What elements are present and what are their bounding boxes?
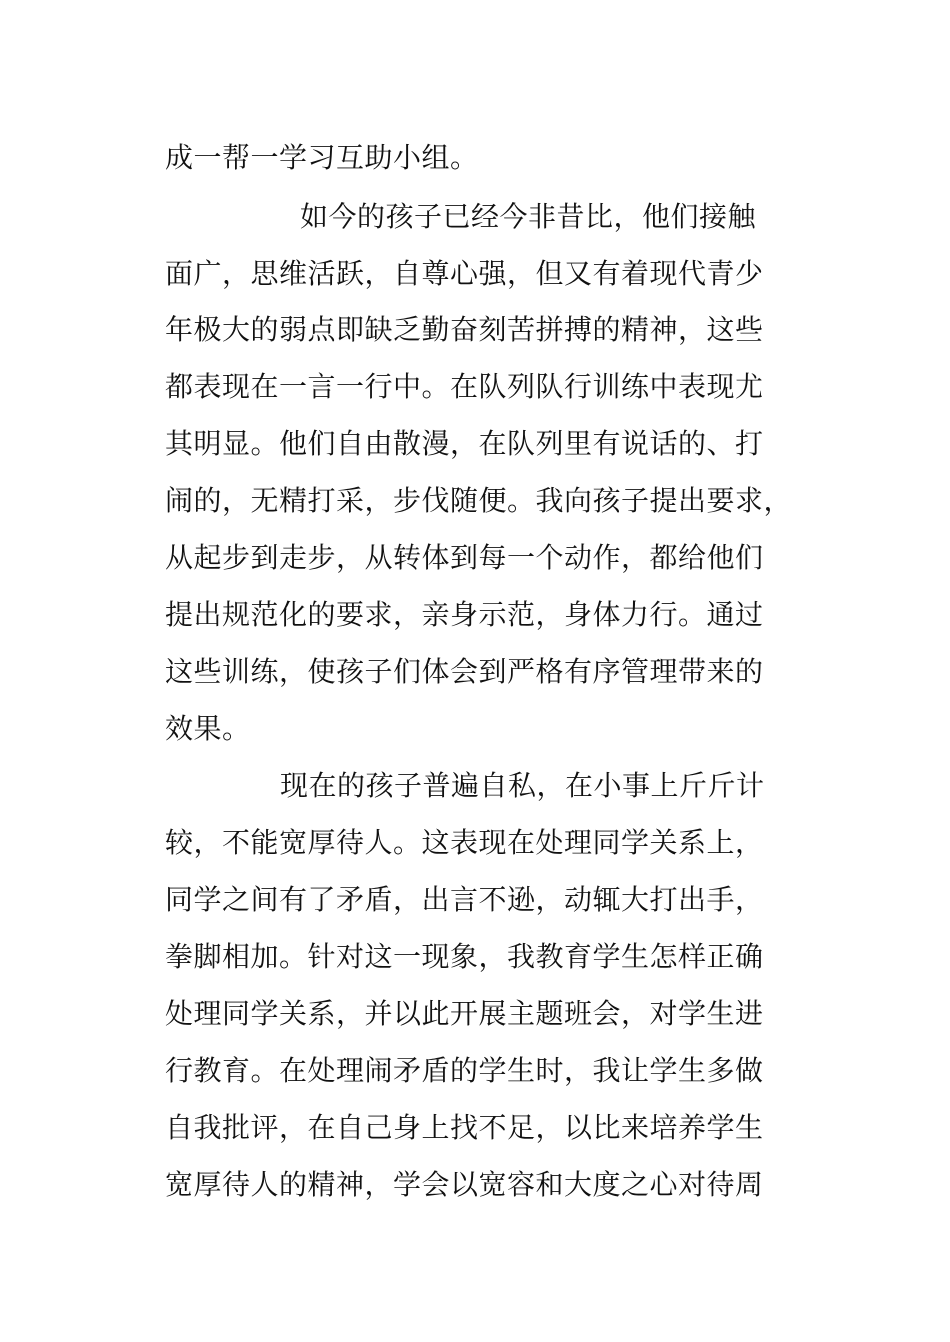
text-line: 拳脚相加。针对这一现象，我教育学生怎样正确 xyxy=(165,940,764,973)
text-line: 自我批评，在自己身上找不足，以比来培养学生 xyxy=(165,1111,764,1144)
text-line: 效果。 xyxy=(165,712,251,745)
text-line: 闹的，无精打采，步伐随便。我向孩子提出要求， xyxy=(165,484,793,517)
text-line: 这些训练，使孩子们体会到严格有序管理带来的 xyxy=(165,655,764,688)
text-line: 都表现在一言一行中。在队列队行训练中表现尤 xyxy=(165,370,764,403)
text-line: 其明显。他们自由散漫，在队列里有说话的、打 xyxy=(165,427,764,460)
text-line: 同学之间有了矛盾，出言不逊，动辄大打出手， xyxy=(165,883,764,916)
text-line: 年极大的弱点即缺乏勤奋刻苦拼搏的精神，这些 xyxy=(165,313,764,346)
text-line: 从起步到走步，从转体到每一个动作，都给他们 xyxy=(165,541,764,574)
text-line: 如今的孩子已经今非昔比，他们接触 xyxy=(300,200,757,233)
text-line: 行教育。在处理闹矛盾的学生时，我让学生多做 xyxy=(165,1054,764,1087)
text-line: 提出规范化的要求，亲身示范，身体力行。通过 xyxy=(165,598,764,631)
text-line: 现在的孩子普遍自私，在小事上斤斤计 xyxy=(280,769,765,802)
text-line: 处理同学关系，并以此开展主题班会，对学生进 xyxy=(165,997,764,1030)
text-line: 宽厚待人的精神，学会以宽容和大度之心对待周 xyxy=(165,1168,764,1201)
text-line: 面广，思维活跃，自尊心强，但又有着现代青少 xyxy=(165,257,764,290)
text-line: 较，不能宽厚待人。这表现在处理同学关系上， xyxy=(165,826,764,859)
text-line: 成一帮一学习互助小组。 xyxy=(165,141,479,174)
